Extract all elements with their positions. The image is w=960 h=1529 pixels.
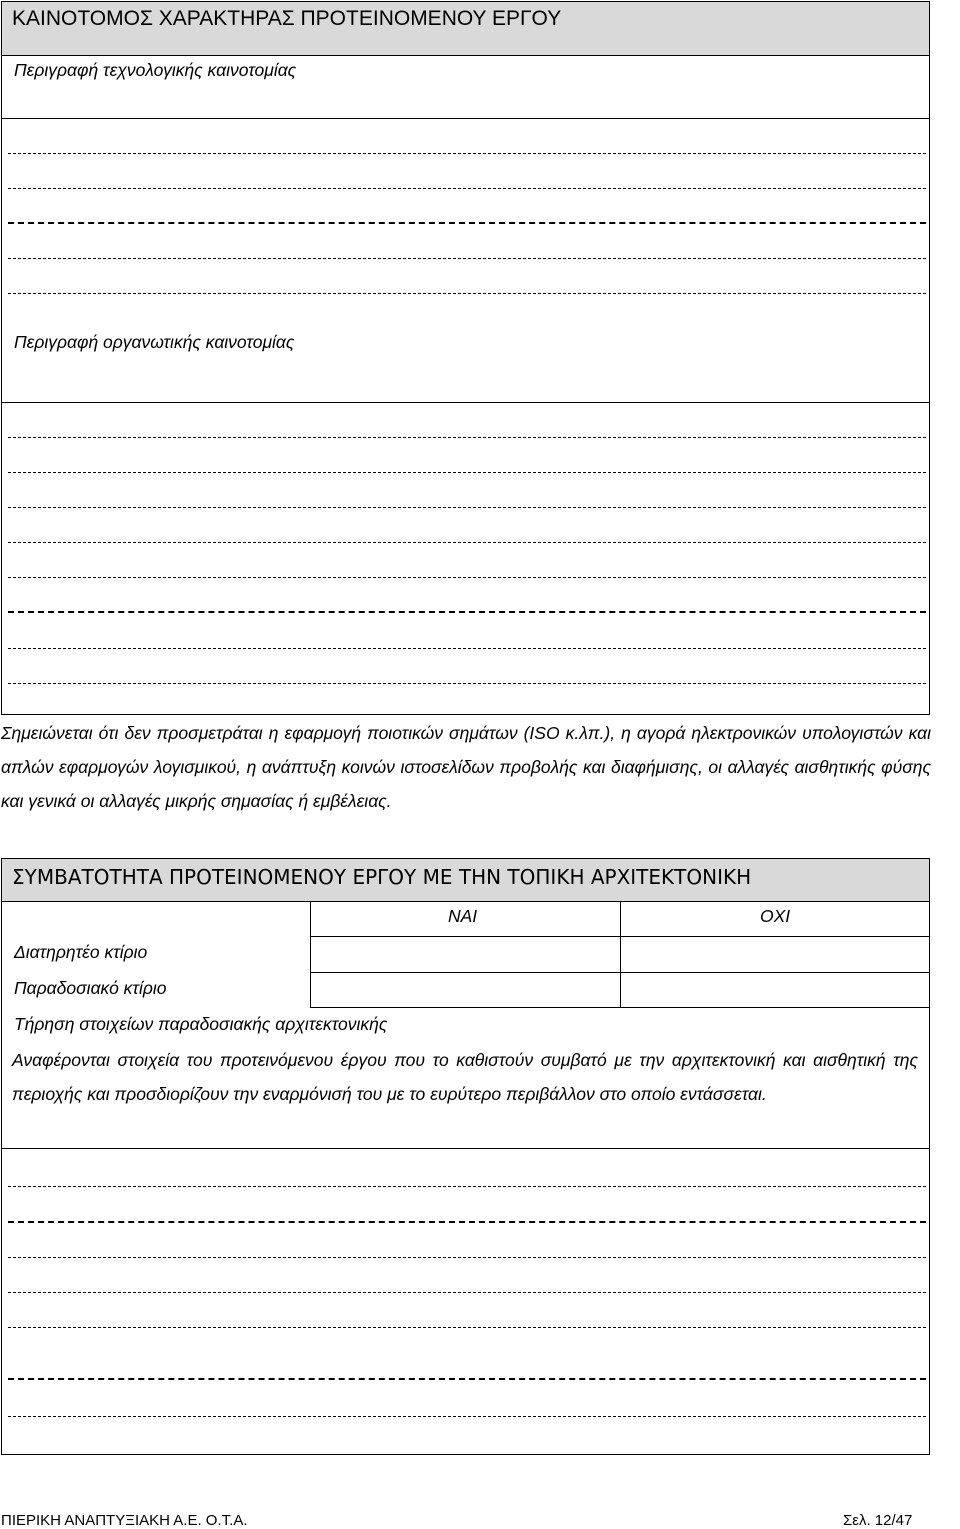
arch-line-4[interactable] <box>8 1292 926 1293</box>
org-label-divider <box>1 402 930 403</box>
row-traditional-building-yes-checkbox[interactable] <box>310 972 621 1008</box>
footer-organization: ΠΙΕΡΙΚΗ ΑΝΑΠΤΥΞΙΑΚΗ Α.Ε. Ο.Τ.Α. <box>1 1512 248 1529</box>
note-paragraph: Σημειώνεται ότι δεν προσμετράται η εφαρμογή ποιοτικών σημάτων (ISO κ.λπ.), η αγορά ηλεκτρονικών υπολογιστών και απλών εφαρμογών λογισμικού, η ανάπτυξη κοινών ιστοσελίδων προβολής και διαφήμισης, οι αλλαγές αισθητικής φύσης και γενικά οι αλλαγές μικρής σημασίας ή εμβέλειας. <box>1 723 931 811</box>
org-line-1[interactable] <box>8 437 926 438</box>
tech-line-5[interactable] <box>8 293 926 294</box>
row-listed-building-yes-checkbox[interactable] <box>310 936 621 973</box>
tech-innovation-label: Περιγραφή τεχνολογικής καινοτομίας <box>14 60 297 80</box>
col-yes-header: ΝΑΙ <box>448 906 478 926</box>
section2-title: ΣΥΜΒΑΤΟΤΗΤΑ ΠΡΟΤΕΙΝΟΜΕΝΟΥ ΕΡΓΟΥ ΜΕ ΤΗΝ ΤΟΠΙΚΗ ΑΡΧΙΤΕΚΤΟΝΙΚΗ <box>12 865 752 889</box>
tech-line-4[interactable] <box>8 258 926 259</box>
arch-line-7[interactable] <box>8 1416 926 1417</box>
section1-frame <box>1 55 930 715</box>
org-line-6[interactable] <box>8 611 926 613</box>
org-line-7[interactable] <box>8 648 926 649</box>
tech-label-divider <box>1 118 930 119</box>
org-line-8[interactable] <box>8 683 926 684</box>
row-listed-building-no-checkbox[interactable] <box>620 936 930 973</box>
tech-line-1[interactable] <box>8 153 926 154</box>
org-line-2[interactable] <box>8 472 926 473</box>
description-divider <box>1 1148 930 1149</box>
arch-line-2[interactable] <box>8 1221 926 1223</box>
section2-description: Αναφέρονται στοιχεία του προτεινόμενου έργου που το καθιστούν συμβατό με την αρχιτεκτονική και αισθητική της περιοχής και προσδιορίζουν την εναρμόνισή του με το ευρύτερο περιβάλλον στο οποίο εντάσσεται. <box>12 1050 918 1104</box>
row-listed-building-label: Διατηρητέο κτίριο <box>14 942 148 962</box>
tech-line-2[interactable] <box>8 188 926 189</box>
org-line-4[interactable] <box>8 542 926 543</box>
col-no-header: ΟΧΙ <box>760 906 791 926</box>
org-line-5[interactable] <box>8 577 926 578</box>
org-innovation-label: Περιγραφή οργανωτικής καινοτομίας <box>14 332 295 352</box>
tech-line-3[interactable] <box>8 222 926 224</box>
arch-line-5[interactable] <box>8 1327 926 1328</box>
footer-page-number: Σελ. 12/47 <box>843 1512 913 1529</box>
row-traditional-building-no-checkbox[interactable] <box>620 972 930 1008</box>
arch-line-3[interactable] <box>8 1257 926 1258</box>
arch-line-6[interactable] <box>8 1378 926 1380</box>
row-traditional-elements-label: Τήρηση στοιχείων παραδοσιακής αρχιτεκτονικής <box>14 1014 388 1034</box>
row-traditional-building-label: Παραδοσιακό κτίριο <box>14 978 167 998</box>
arch-line-1[interactable] <box>8 1186 926 1187</box>
section1-title: ΚΑΙΝΟΤΟΜΟΣ ΧΑΡΑΚΤΗΡΑΣ ΠΡΟΤΕΙΝΟΜΕΝΟΥ ΕΡΓΟΥ <box>12 7 562 30</box>
org-line-3[interactable] <box>8 507 926 508</box>
